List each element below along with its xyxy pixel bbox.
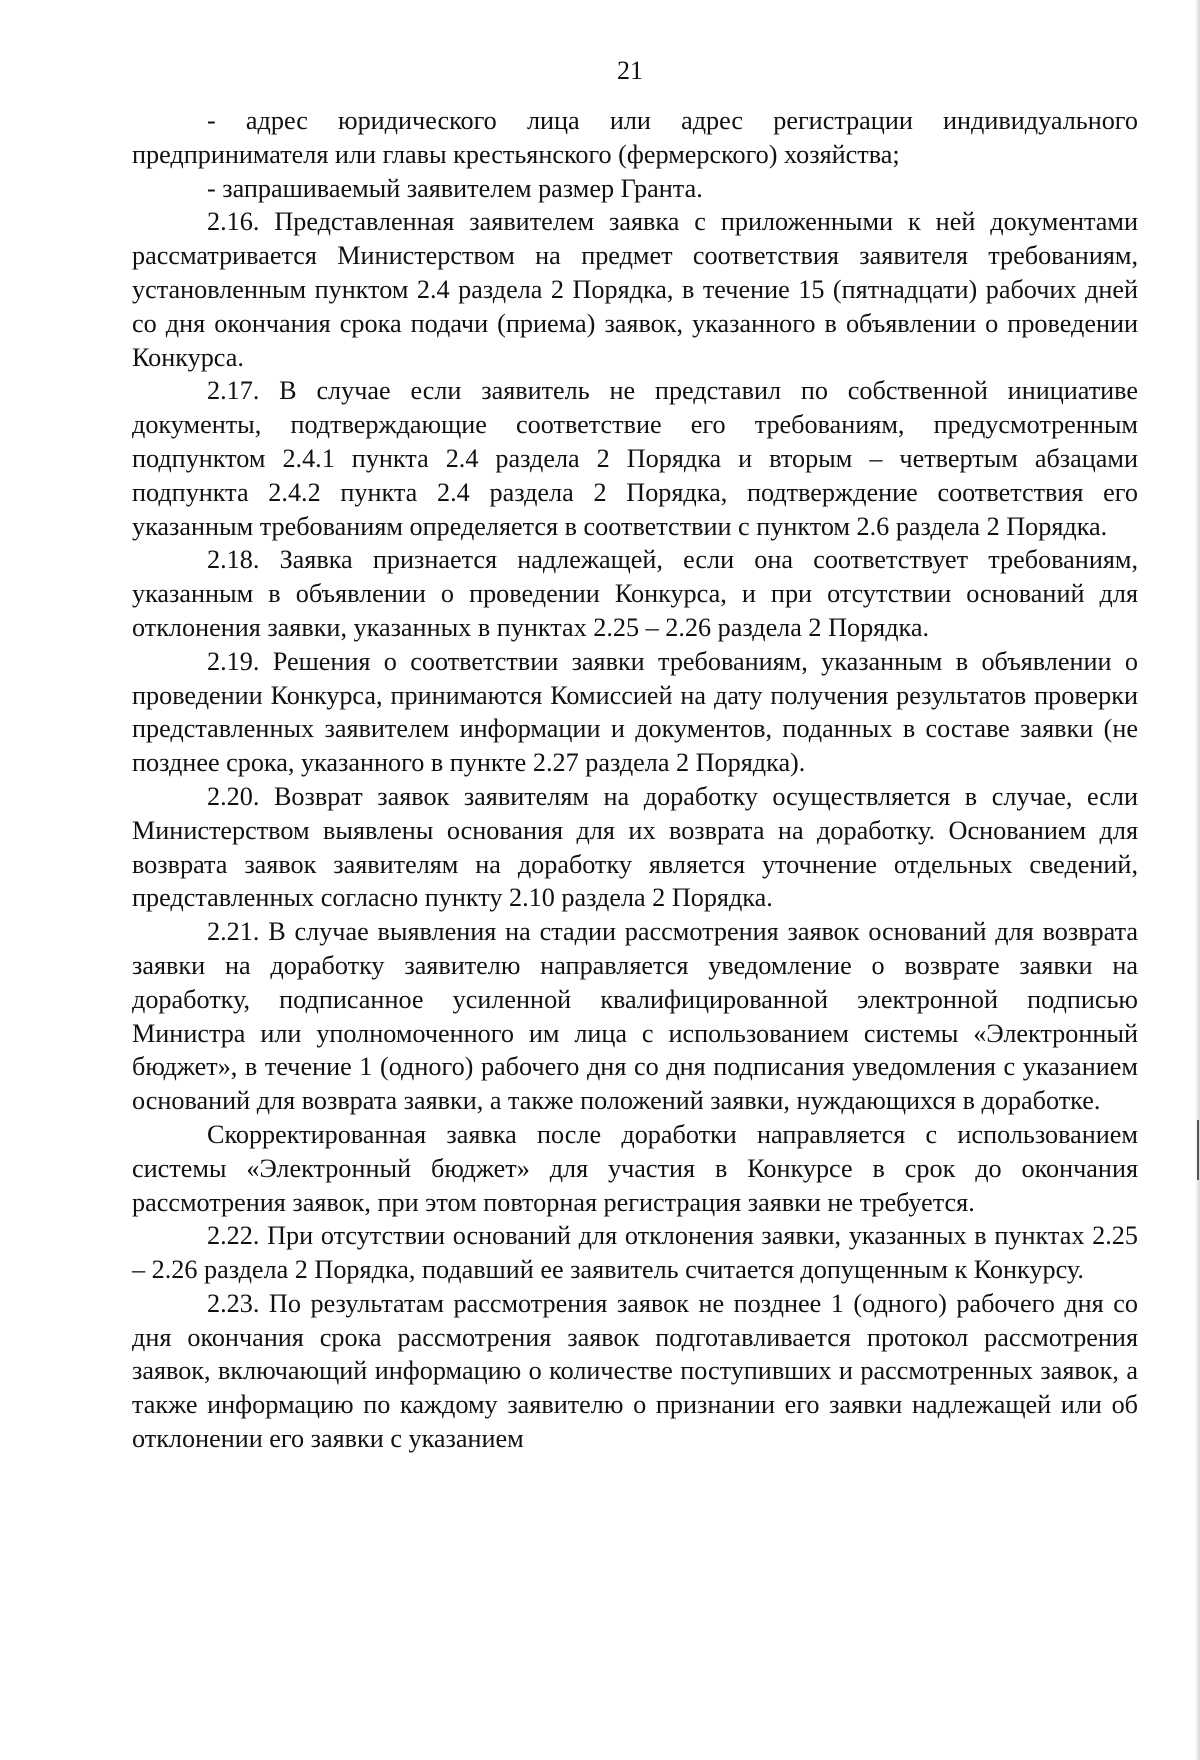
paragraph-2-19: 2.19. Решения о соответствии заявки требованиям, указанным в объявлении о проведении Конкурса, принимаются Комиссией на дату получения результатов проверки представленных заявителем информации и документов, поданных в составе заявки (не позднее срока, указанного в пункте 2.27 раздела 2 Порядка). [132, 646, 1138, 778]
paragraph-2-20: 2.20. Возврат заявок заявителям на доработку осуществляется в случае, если Министерством выявлены основания для их возврата на доработку. Основанием для возврата заявок заявителям на доработку является уточнение отдельных сведений, представленных согласно пункту 2.10 раздела 2 Порядка. [132, 781, 1138, 913]
document-body [132, 104, 1138, 1456]
scan-edge-mark [1197, 1120, 1199, 1180]
paragraph-corrected-application: Скорректированная заявка после доработки направляется с использованием системы «Электронный бюджет» для участия в Конкурсе в срок до окончания рассмотрения заявок, при этом повторная регистрация заявки не требуется. [132, 1119, 1138, 1217]
paragraph-2-22: 2.22. При отсутствии оснований для отклонения заявки, указанных в пунктах 2.25 – 2.26 раздела 2 Порядка, подавший ее заявитель считается допущенным к Конкурсу. [132, 1221, 1138, 1285]
paragraph-2-21: 2.21. В случае выявления на стадии рассмотрения заявок оснований для возврата заявки на доработку заявителю направляется уведомление о возврате заявки на доработку, подписанное усиленной квалифицированной электронной подписью Министра или уполномоченного им лица с использованием системы «Электронный бюджет», в течение 1 (одного) рабочего дня со дня подписания уведомления с указанием оснований для возврата заявки, а также положений заявки, нуждающихся в доработке. [132, 917, 1138, 1116]
paragraph-grant-amount: - запрашиваемый заявителем размер Гранта. [207, 173, 703, 203]
page-number: 21 [617, 56, 643, 85]
paragraph-2-23: 2.23. По результатам рассмотрения заявок не позднее 1 (одного) рабочего дня со дня окончания срока рассмотрения заявок подготавливается протокол рассмотрения заявок, включающий информацию о количестве поступивших и рассмотренных заявок, а также информацию по каждому заявителю о признании его заявки надлежащей или об отклонении его заявки с указанием [132, 1288, 1138, 1454]
paragraph-2-16: 2.16. Представленная заявителем заявка с приложенными к ней документами рассматривается Министерством на предмет соответствия заявителя требованиям, установленным пунктом 2.4 раздела 2 Порядка, в течение 15 (пятнадцати) рабочих дней со дня окончания срока подачи (приема) заявок, указанного в объявлении о проведении Конкурса. [132, 207, 1138, 372]
paragraph-legal-address: - адрес юридического лица или адрес регистрации индивидуального предпринимателя или главы крестьянского (фермерского) хозяйства; [132, 106, 1138, 169]
scan-edge-shadow [1195, 0, 1200, 1760]
paragraph-2-18: 2.18. Заявка признается надлежащей, если она соответствует требованиям, указанным в объявлении о проведении Конкурса, и при отсутствии оснований для отклонения заявки, указанных в пунктах 2.25 – 2.26 раздела 2 Порядка. [132, 545, 1138, 642]
paragraph-2-17: 2.17. В случае если заявитель не представил по собственной инициативе документы, подтверждающие соответствие его требованиям, предусмотренным подпунктом 2.4.1 пункта 2.4 раздела 2 Порядка и вторым – четвертым абзацами подпункта 2.4.2 пункта 2.4 раздела 2 Порядка, подтверждение соответствия его указанным требованиям определяется в соответствии с пунктом 2.6 раздела 2 Порядка. [132, 376, 1138, 541]
